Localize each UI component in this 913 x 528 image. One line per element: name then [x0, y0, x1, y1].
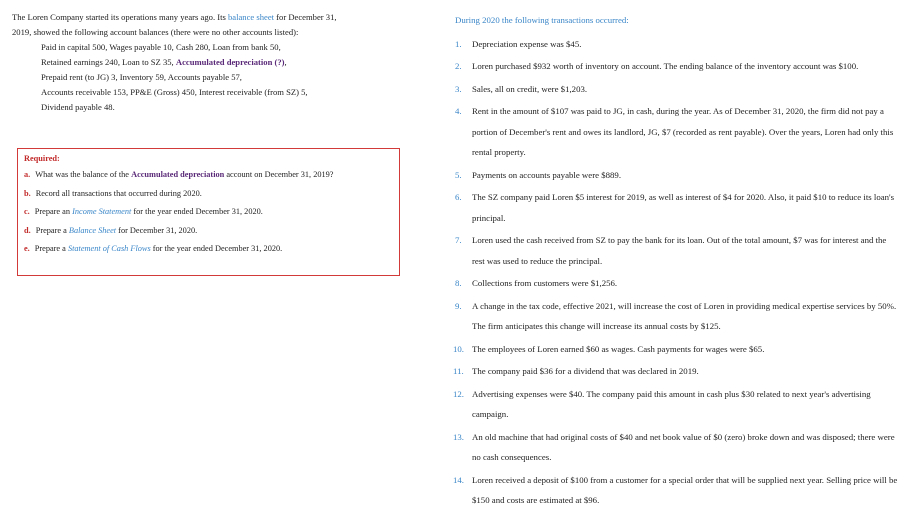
accumulated-depreciation-term: Accumulated depreciation (?)	[175, 57, 285, 67]
required-item-b: b. Record all transactions that occurred during 2020.	[24, 188, 202, 198]
required-title: Required:	[24, 154, 60, 163]
intro-line-1: The Loren Company started its operations many years ago. Its balance sheet for December 31,	[12, 12, 337, 22]
transaction-item: 10. The employees of Loren earned $60 as wages. Cash payments for wages were $65.	[453, 343, 765, 354]
accumulated-depreciation-term: Accumulated depreciation	[131, 170, 225, 179]
balance-line-5: Dividend payable 48.	[41, 102, 115, 112]
transaction-item: 4. Rent in the amount of $107 was paid to JG, in cash, during the year. As of December 31, 2020, the firm did not pay a portion of December's rent and owes its landlord, JG, $7 (recorded as rent payable). Over the years, Loren had only this rental property.	[455, 106, 894, 157]
transaction-item: 1. Depreciation expense was $45.	[455, 38, 582, 49]
transaction-item: 12. Advertising expenses were $40. The company paid this amount in cash plus $30 related to next year's advertising campaign.	[453, 388, 871, 419]
transaction-item: 3. Sales, all on credit, were $1,203.	[455, 83, 588, 94]
balance-sheet-link[interactable]: Balance Sheet	[68, 225, 117, 235]
required-item-a: a. What was the balance of the Accumulated depreciation account on December 31, 2019?	[24, 170, 334, 179]
cash-flows-link[interactable]: Statement of Cash Flows	[67, 244, 151, 253]
transaction-item: 8. Collections from customers were $1,256.	[455, 278, 618, 288]
transaction-item: 9. A change in the tax code, effective 2021, will increase the cost of Loren in providing medical expertise services by 50%. The firm anticipates this change will increase its annual costs by $125.	[455, 300, 897, 331]
transaction-item: 13. An old machine that had original costs of $40 and net book value of $0 (zero) broke down and was disposed; there were no cash consequences.	[453, 431, 895, 462]
balance-line-3: Prepaid rent (to JG) 3, Inventory 59, Accounts payable 57,	[41, 72, 242, 82]
balance-line-2: Retained earnings 240, Loan to SZ 35, Accumulated depreciation (?),	[41, 57, 287, 67]
transaction-item: 5. Payments on accounts payable were $889.	[455, 169, 622, 180]
balance-line-1: Paid in capital 500, Wages payable 10, Cash 280, Loan from bank 50,	[41, 42, 281, 52]
balance-sheet-link[interactable]: balance sheet	[227, 12, 275, 22]
income-statement-link[interactable]: Income Statement	[72, 207, 132, 216]
intro-section	[12, 10, 392, 115]
balance-line-4: Accounts receivable 153, PP&E (Gross) 450, Interest receivable (from SZ) 5,	[41, 87, 308, 97]
required-item-d: d. Prepare a Balance Sheet for December 31, 2020.	[24, 225, 198, 235]
transaction-item: 14. Loren received a deposit of $100 from a customer for a special order that will be supplied next year. Selling price will be $150 and costs are estimated at $96.	[453, 474, 898, 505]
transactions-section	[455, 10, 900, 513]
required-item-c: c. Prepare an Income Statement for the year ended December 31, 2020.	[24, 207, 263, 216]
intro-line-2: 2019, showed the following account balances (there were no other accounts listed):	[12, 27, 299, 37]
transaction-item: 6. The SZ company paid Loren $5 interest for 2019, as well as interest of $4 for 2020. Also, it paid $10 to reduce its loan's principal.	[455, 192, 895, 223]
transaction-item: 2. Loren purchased $932 worth of inventory on account. The ending balance of the inventory account was $100.	[455, 61, 859, 71]
transaction-item: 11. The company paid $36 for a dividend that was declared in 2019.	[453, 366, 699, 376]
transaction-item: 7. Loren used the cash received from SZ to pay the bank for its loan. Out of the total amount, $7 was for interest and the rest was used to reduce the principal.	[455, 235, 887, 266]
required-item-e: e. Prepare a Statement of Cash Flows for the year ended December 31, 2020.	[24, 244, 283, 253]
required-box	[17, 148, 400, 276]
transactions-header: During 2020 the following transactions occurred:	[455, 15, 629, 25]
